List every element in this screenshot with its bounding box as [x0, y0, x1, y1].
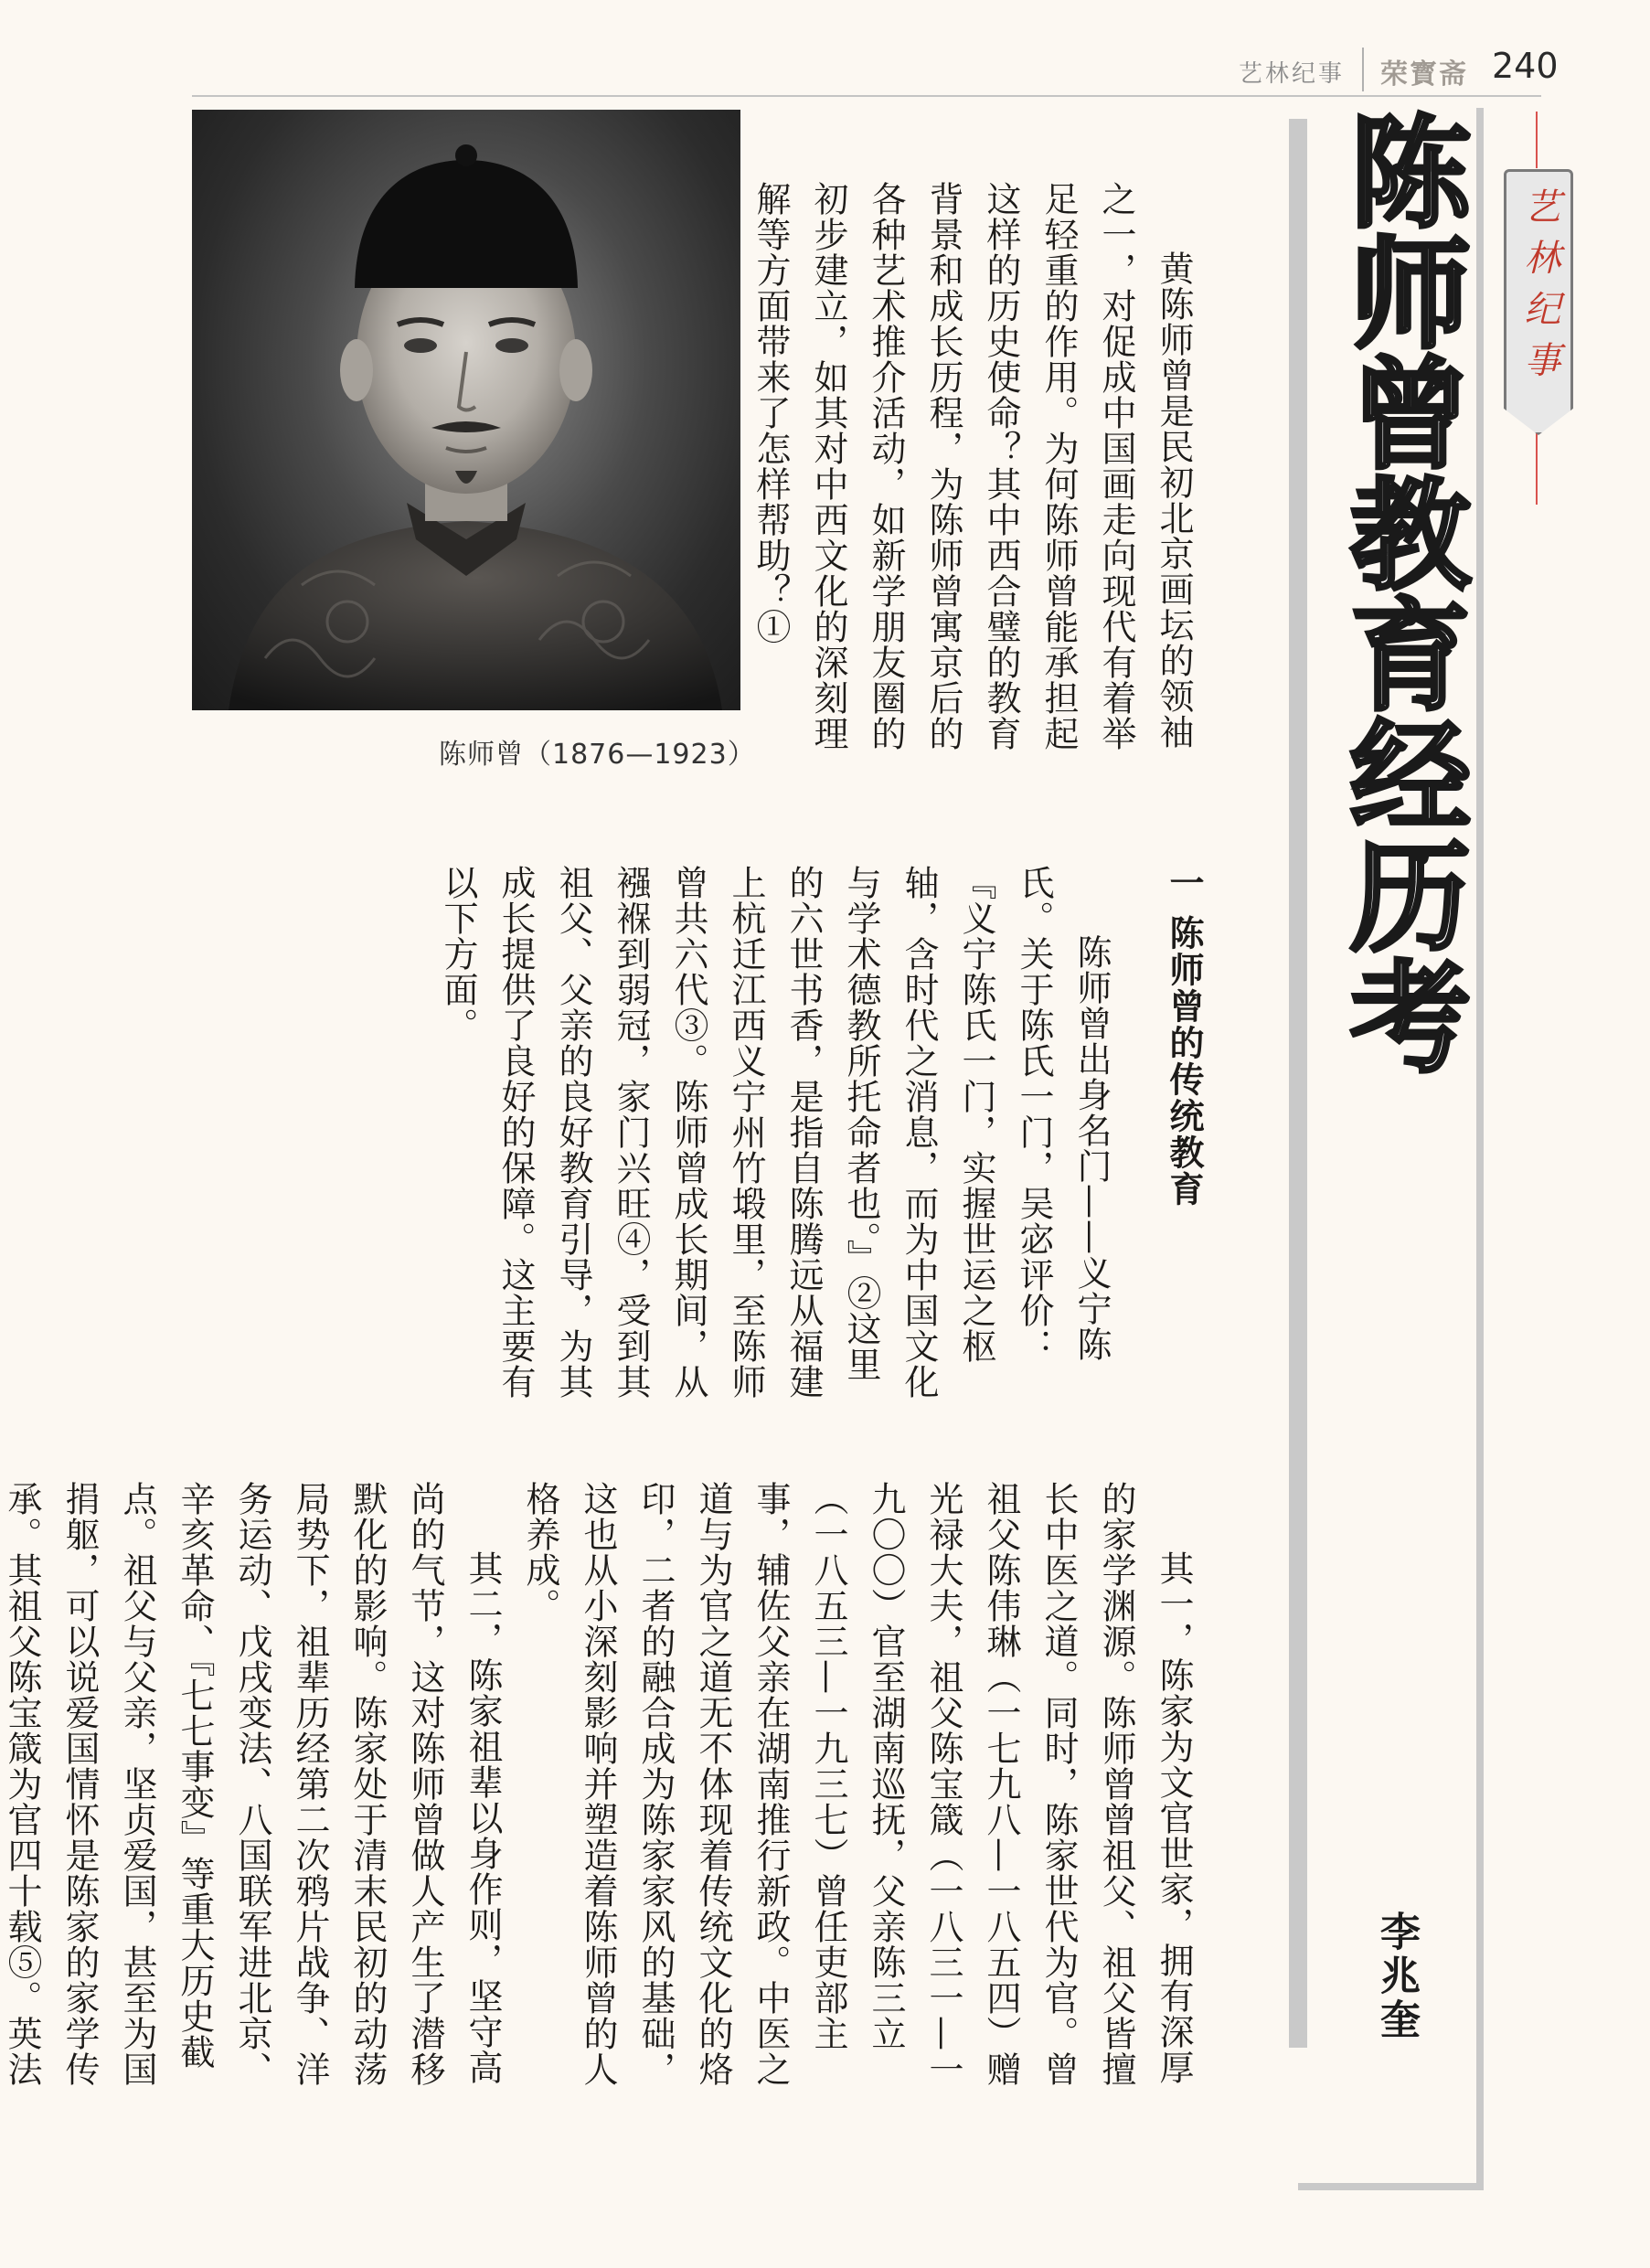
page-number: 240: [1492, 46, 1559, 86]
body-paragraph-2: 其一，陈家为文官世家，拥有深厚的家学渊源。陈师曾曾祖父、祖父皆擅长中医之道。同时，陈家世代为官。曾祖父陈伟琳（一七九八—一八五四）赠光禄大夫，祖父陈宝箴（一八三一—一九〇〇）官至湖南巡抚，父亲陈三立（一八五三—一九三七）曾任吏部主事，辅佐父亲在湖南推行新政。中医之道与为官之道无不体现着传统文化的烙印，二者的融合成为陈家家风的基础，这也从小深刻影响并塑造着陈师曾的人格养成。: [520, 1481, 1194, 2087]
publisher-logo: 荣寳斋: [1380, 59, 1468, 91]
tab-line-top: [1536, 112, 1538, 168]
title-side-bar: [1289, 119, 1307, 2048]
article-author: 李兆奎: [1373, 1911, 1420, 2042]
intro-column: [741, 181, 1202, 784]
photo-caption: 陈师曾（1876—1923）: [439, 739, 756, 771]
section-heading: 一 陈师曾的传统教育: [1164, 865, 1204, 1209]
body-column-bottom: [0, 1481, 1202, 2093]
body-column-middle: [429, 865, 1120, 1402]
intro-paragraph: 黄陈师曾是民初北京画坛的领袖之一，对促成中国画走向现代有着举足轻重的作用。为何陈师曾能承担起这样的历史使命？其中西合璧的教育背景和成长历程，为陈师曾寓京后的各种艺术推介活动，如新学朋友圈的初步建立，如其对中西文化的深刻理解等方面带来了怎样帮助？①: [750, 181, 1194, 751]
body-paragraph-1: 陈师曾出身名门——义宁陈氏。关于陈氏一门，吴宓评价：『义宁陈氏一门，实握世运之枢轴，含时代之消息，而为中国文化与学术德教所托命者也。』②这里的六世书香，是指自陈腾远从福建上杭迁江西义宁州竹塅里，至陈师曾共六代③。陈师曾成长期间，从襁褓到弱冠，家门兴旺④，受到其祖父、父亲的良好教育引导，为其成长提供了良好的保障。这主要有以下方面。: [438, 865, 1112, 1400]
body-paragraph-3: 其二，陈家祖辈以身作则，坚守高尚的气节，这对陈师曾做人产生了潜移默化的影响。陈家处于清末民初的动荡局势下，祖辈历经第二次鸦片战争、洋务运动、戊戌变法、八国联军进北京、辛亥革命、『七七事变』等重大历史截点。祖父与父亲，坚贞爱国，甚至为国捐躯，可以说爱国情怀是陈家的家学传承。其祖父陈宝箴为官四十载⑤。英法: [2, 1481, 503, 2087]
portrait-illustration: [192, 110, 740, 710]
section-tab-label: 艺林纪事: [1518, 187, 1560, 392]
header-divider: [1362, 48, 1364, 91]
portrait-photo: [192, 110, 740, 710]
article-title: 陈师曾教育经历考: [1329, 110, 1470, 1075]
tab-line-bottom: [1536, 430, 1538, 505]
running-header-section: 艺林纪事: [1239, 60, 1346, 88]
header-rule: [192, 95, 1541, 97]
